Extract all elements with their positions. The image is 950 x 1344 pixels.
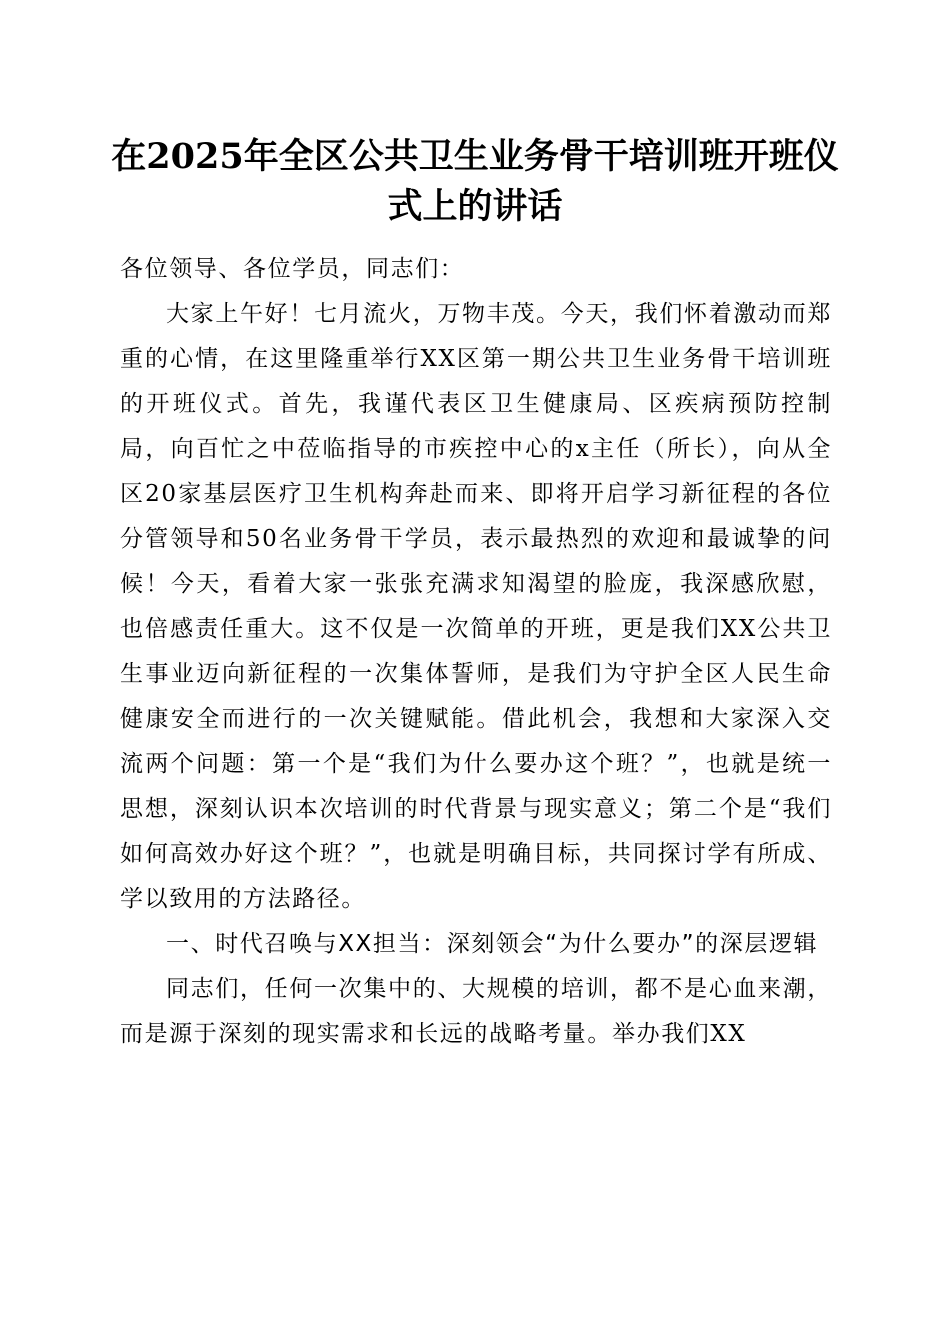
section-paragraph: 同志们，任何一次集中的、大规模的培训，都不是心血来潮，而是源于深刻的现实需求和长远的战略考量。举办我们XX	[120, 976, 832, 1047]
section-heading: 一、时代召唤与XX担当：深刻领会“为什么要办”的深层逻辑	[166, 931, 819, 957]
document-title: 在2025年全区公共卫生业务骨干培训班开班仪式上的讲话	[111, 136, 839, 227]
opening-paragraph: 大家上午好！七月流火，万物丰茂。今天，我们怀着激动而郑重的心情，在这里隆重举行XX区第一期公共卫生业务骨干培训班的开班仪式。首先，我谨代表区卫生健康局、区疾病预防控制局，向百忙之中莅临指导的市疾控中心的x主任（所长），向从全区20家基层医疗卫生机构奔赴而来、即将开启学习新征程的各位分管领导和50名业务骨干学员，表示最热烈的欢迎和最诚挚的问候！今天，看着大家一张张充满求知渴望的脸庞，我深感欣慰，也倍感责任重大。这不仅是一次简单的开班，更是我们XX公共卫生事业迈向新征程的一次集体誓师，是我们为守护全区人民生命健康安全而进行的一次关键赋能。借此机会，我想和大家深入交流两个问题：第一个是“我们为什么要办这个班？”，也就是统一思想，深刻认识本次培训的时代背景与现实意义；第二个是“我们如何高效办好这个班？”，也就是明确目标，共同探讨学有所成、学以致用的方法路径。	[120, 301, 832, 912]
document-body	[120, 247, 832, 1057]
salutation: 各位领导、各位学员，同志们：	[120, 256, 465, 282]
